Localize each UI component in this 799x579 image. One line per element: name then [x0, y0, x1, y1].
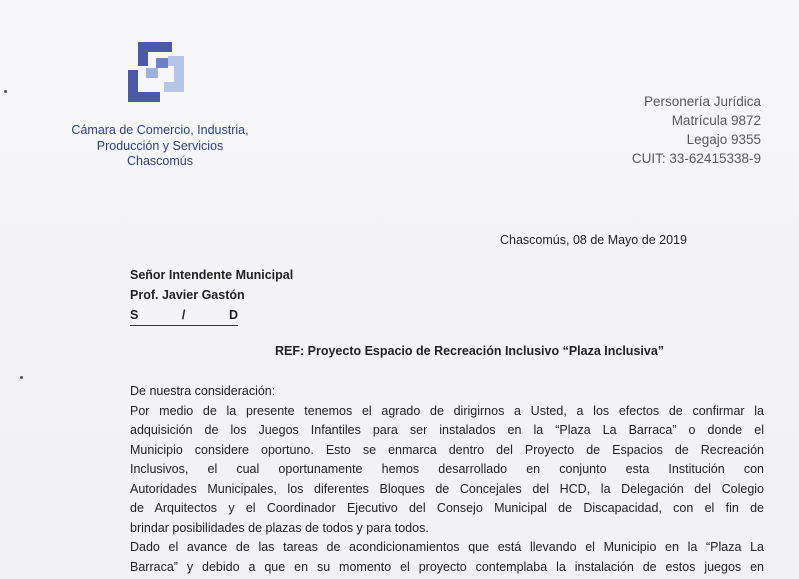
body-line: adquisición de los Juegos Infantiles para ser instalados en la “Plaza La Barraca” o donde el — [130, 423, 764, 437]
legal-info — [632, 92, 761, 168]
body-line: Inclusivos, el cual oportunamente hemos desarrollado en conjunto esta Institución con — [130, 462, 764, 476]
greeting: De nuestra consideración: — [130, 384, 276, 398]
sd-s: S — [130, 308, 139, 322]
legal-info-line: Matrícula 9872 — [671, 113, 761, 128]
chamber-logo-icon — [124, 36, 192, 108]
body-line: Por medio de la presente tenemos el agrado de dirigirnos a Usted, a los efectos de confirmar la — [130, 403, 764, 418]
recipient-sd — [130, 305, 238, 326]
organization-name — [40, 123, 280, 170]
legal-info-line: CUIT: 33-62415338-9 — [631, 151, 761, 166]
letter-date: Chascomús, 08 de Mayo de 2019 — [500, 233, 687, 247]
body-line: Municipio considere oportuno. Esto se enmarca dentro del Proyecto de Espacios de Recreación — [130, 442, 764, 457]
body-line: Autoridades Municipales, los diferentes Bloques de Concejales del HCD, la Delegación del Colegio — [130, 481, 764, 496]
sd-d: D — [228, 308, 238, 322]
body-line: brindar posibilidades de plazas de todos y para todos. — [130, 520, 429, 535]
sd-slash: / — [181, 308, 186, 322]
scan-speck — [20, 376, 23, 379]
body-line: de Arquitectos y el Coordinador Ejecutivo del Consejo Municipal de Discapacidad, con el fin de — [130, 501, 764, 515]
body-line: Dado el avance de las tareas de acondicionamientos que está llevando el Municipio en la “Plaza La — [130, 540, 764, 554]
legal-info-line: Legajo 9355 — [686, 132, 761, 147]
body-line: Barraca” y debido a que en su momento el proyecto contemplaba la instalación de estos juegos en — [130, 559, 764, 574]
recipient-name: Prof. Javier Gastón — [130, 288, 245, 302]
organization-name-line: Chascomús — [127, 154, 193, 168]
legal-info-line: Personería Jurídica — [643, 94, 761, 109]
scan-speck — [4, 90, 7, 93]
organization-name-line: Producción y Servicios — [96, 138, 224, 153]
recipient-title: Señor Intendente Municipal — [130, 268, 294, 282]
letter-body — [130, 382, 764, 577]
recipient-block — [130, 265, 293, 326]
reference-line: REF: Proyecto Espacio de Recreación Inclusivo “Plaza Inclusiva” — [275, 344, 665, 358]
organization-name-line: Cámara de Comercio, Industria, — [71, 123, 249, 137]
